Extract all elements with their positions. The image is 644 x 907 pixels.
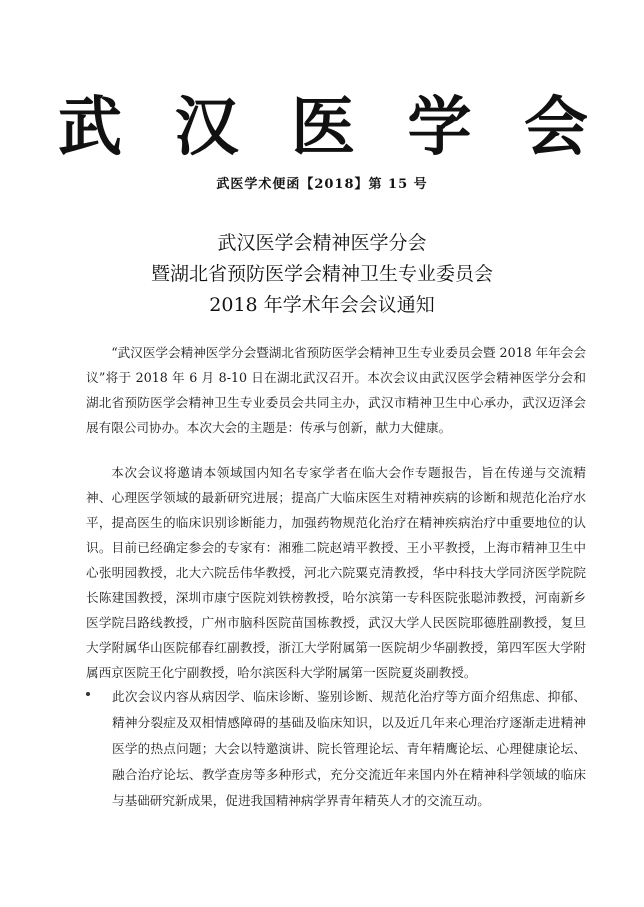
association-title: [58, 91, 588, 165]
title-char: 武: [58, 91, 122, 165]
title-char: 医: [291, 91, 355, 165]
intro-paragraph: “武汉医学会精神医学分会暨湖北省预防医学会精神卫生专业委员会暨 2018 年年会会议”将于 2018 年 6 月 8-10 日在湖北武汉召开。本次会议由武汉医学会精神医学分会和湖北省预防医学会精神卫生专业委员会共同主办，武汉市精神卫生中心承办，武汉迈泽会展有限公司协办。本次大会的主题是：传承与创新，献力大健康。: [86, 345, 586, 435]
title-char: 会: [524, 91, 588, 165]
title-line-1: 武汉医学会精神医学分会: [217, 232, 427, 254]
title-line-3: 2018 年学术年会会议通知: [209, 294, 435, 316]
intro-paragraph-block: [86, 340, 586, 440]
title-line-2: 暨湖北省预防医学会精神卫生专业委员会: [150, 263, 493, 285]
bullet-dot-icon: [86, 692, 90, 696]
bullet-item: [86, 684, 586, 814]
experts-paragraph: 本次会议将邀请本领域国内知名专家学者在临大会作专题报告，旨在传递与交流精神、心理医学领域的最新研究进展；提高广大临床医生对精神疾病的诊断和规范化治疗水平，提高医生的临床识别诊断能力，加强药物规范化治疗在精神疾病治疗中重要地位的认识。目前已经确定参会的专家有：湘雅二院赵靖平教授、王小平教授，上海市精神卫生中心张明园教授，北大六院岳伟华教授，河北六院粟克清教授，华中科技大学同济医学院院长陈建国教授，深圳市康宁医院刘铁榜教授，哈尔滨第一专科医院张聪沛教授，河南新乡医学院吕路线教授，广州市脑科医院苗国栋教授，武汉大学人民医院耶德胜副教授，复旦大学附属华山医院郁春红副教授，浙江大学附属第一医院胡少华副教授，第四军医大学附属西京医院王化宁副教授，哈尔滨医科大学附属第一医院夏炎副教授。: [86, 465, 586, 680]
title-char: 学: [407, 91, 472, 165]
notice-title: [0, 228, 644, 321]
document-number: 武医学术便函【2018】第 15 号: [216, 177, 428, 192]
experts-paragraph-block: [86, 460, 586, 685]
title-char: 汉: [174, 91, 239, 165]
bullet-text: 此次会议内容从病因学、临床诊断、鉴别诊断、规范化治疗等方面介绍焦虑、抑郁、精神分裂症及双相情感障碍的基础及临床知识，以及近几年来心理治疗逐渐走进精神医学的热点问题；大会以特邀演讲、院长管理论坛、青年精鹰论坛、心理健康论坛、融合治疗论坛、教学查房等多种形式，充分交流近年来国内外在精神科学领域的临床与基础研究新成果，促进我国精神病学界青年精英人才的交流互动。: [112, 689, 586, 808]
